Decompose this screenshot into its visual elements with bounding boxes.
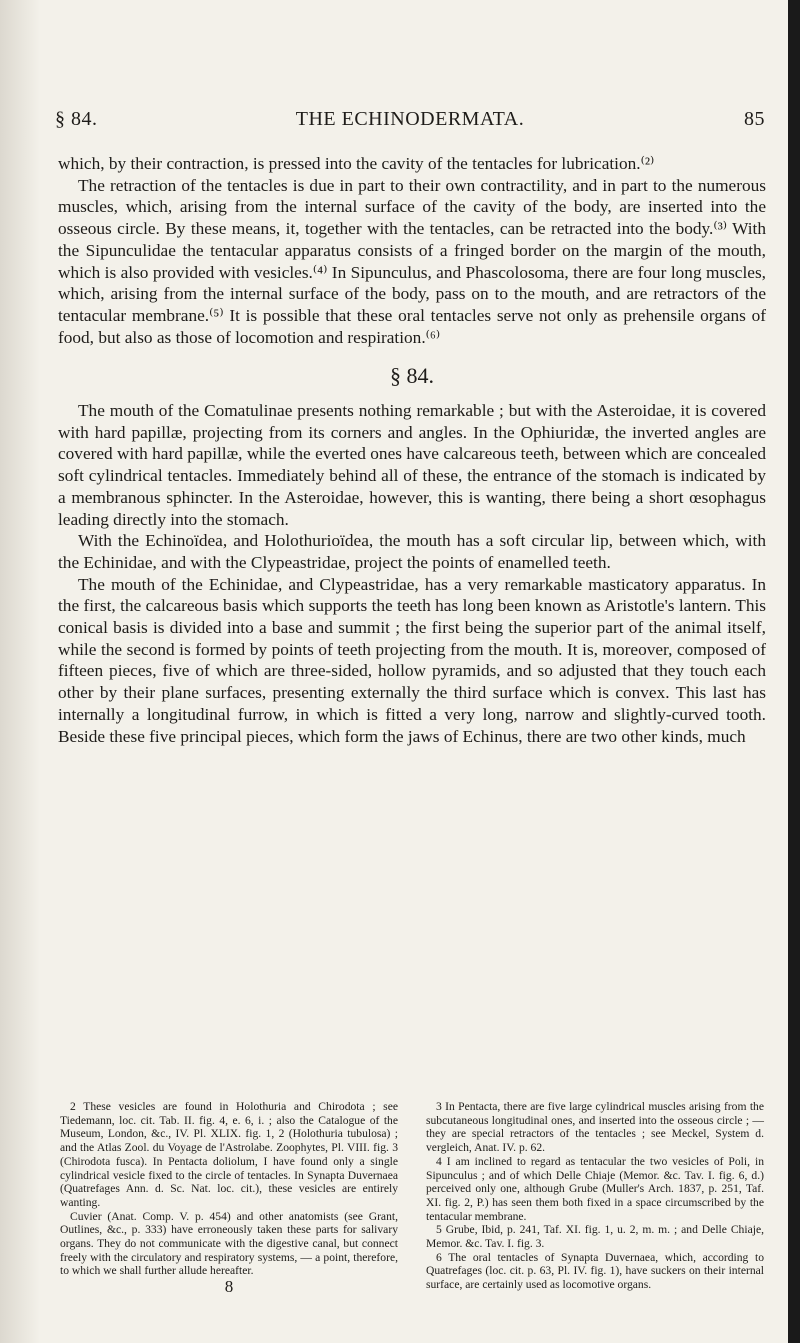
page-number: 85 (744, 108, 765, 130)
paragraph: With the Echinoïdea, and Holothurioïdea, the mouth has a soft circular lip, between which, with the Echinidae, and with the Clypeastridae, project the points of enamelled teeth. (58, 531, 766, 572)
footnotes-left-column (60, 1100, 398, 1297)
header-section: § 84. (55, 108, 98, 130)
header-title: THE ECHINODERMATA. (295, 108, 525, 130)
footnote: 4 I am inclined to regard as tentacular the two vesicles of Poli, in Sipunculus ; and of which Delle Chiaje (Memor. &c. Tav. I. fig. 6, d.) perceived only one, although Grube (Muller's Arch. 1837, p. 251, Taf. XI. fig. 2, P.) has seen them both fixed in a space circumscribed by the tentacular membrane. (426, 1154, 764, 1223)
paragraph: The retraction of the tentacles is due in part to their own contractility, and in part to the numerous muscles, which, arising from the internal surface of the cavity of the body, are inserted into the osseous circle. By these means, it, together with the tentacles, can be retracted into the body.⁽³⁾ With the Sipunculidae the tentacular apparatus consists of a fringed border on the margin of the mouth, which is also provided with vesicles.⁽⁴⁾ In Sipunculus, and Phascolosoma, there are four long muscles, which, arising from the internal surface of the body, pass on to the mouth, and are retractors of the tentacular membrane.⁽⁵⁾ It is possible that these oral tentacles serve not only as prehensile organs of food, but also as those of locomotion and respiration.⁽⁶⁾ (58, 175, 766, 347)
footnote: 5 Grube, Ibid, p. 241, Taf. XI. fig. 1, u. 2, m. m. ; and Delle Chiaje, Memor. &c. Tav. I. fig. 3. (426, 1223, 764, 1251)
section-heading: § 84. (390, 363, 434, 389)
footnote: 3 In Pentacta, there are five large cylindrical muscles arising from the subcutaneous longitudinal ones, and inserted into the osseous circle ; — they are special retractors of the tentacles ; see Meckel, System d. vergleich, Anat. IV. p. 62. (426, 1100, 764, 1155)
scan-border (788, 0, 800, 1343)
signature-mark: 8 (224, 1277, 234, 1297)
scan-shadow (0, 0, 40, 1343)
paragraph: The mouth of the Echinidae, and Clypeastridae, has a very remarkable masticatory apparatus. In the first, the calcareous basis which supports the teeth has long been known as Aristotle's lantern. This conical basis is divided into a base and summit ; the first being the superior part of the animal itself, while the second is formed by points of teeth projecting from the mouth. It is, moreover, composed of fifteen pieces, five of which are three-sided, hollow pyramids, and so adjusted that they touch each other by their plane surfaces, presenting externally the third surface which is convex. This last has internally a longitudinal furrow, in which is fitted a very long, narrow and slightly-curved tooth. Beside these five principal pieces, which form the jaws of Echinus, there are two other kinds, much (58, 574, 766, 746)
paragraph: The mouth of the Comatulinae presents nothing remarkable ; but with the Asteroidae, it is covered with hard papillæ, projecting from its corners and angles. In the Ophiuridæ, the inverted angles are covered with hard papillæ, while the everted ones have calcareous teeth, between which are concealed soft cylindrical tentacles. Immediately behind all of these, the entrance of the stomach is indicated by a membranous sphincter. In the Asteroidae, however, this is wanting, there being a short œsophagus leading directly into the stomach. (58, 401, 766, 529)
footnote: Cuvier (Anat. Comp. V. p. 454) and other anatomists (see Grant, Outlines, &c., p. 333) have erroneously taken these parts for salivary organs. They do not communicate with the digestive canal, but connect freely with the circulatory and respiratory systems, — a point, therefore, to which we shall further allude hereafter. (60, 1209, 398, 1278)
footnote: 6 The oral tentacles of Synapta Duvernaea, which, according to Quatrefages (loc. cit. p. 63, Pl. IV. fig. 1), have suckers on their internal surface, are certainly used as locomotive organs. (426, 1250, 764, 1292)
main-text (58, 153, 766, 747)
footnotes-right-column (426, 1100, 764, 1292)
paragraph: which, by their contraction, is pressed into the cavity of the tentacles for lubrication.⁽²⁾ (58, 154, 655, 173)
footnotes (60, 1100, 766, 1320)
running-header (55, 108, 765, 138)
footnote: 2 These vesicles are found in Holothuria and Chirodota ; see Tiedemann, loc. cit. Tab. II. fig. 4, e. 6, i. ; also the Catalogue of the Museum, London, &c., IV. Pl. XLIX. fig. 1, 2 (Holothuria tubulosa) ; and the Atlas Zool. du Voyage de l'Astrolabe. Zoophytes, Pl. VIII. fig. 3 (Chirodota fusca). In Pentacta doliolum, I have found only a single cylindrical vesicle fixed to the circle of tentacles. In Synapta Duvernaea (Quatrefages Ann. d. Sc. Nat. loc. cit.), these vesicles are entirely wanting. (60, 1100, 398, 1209)
